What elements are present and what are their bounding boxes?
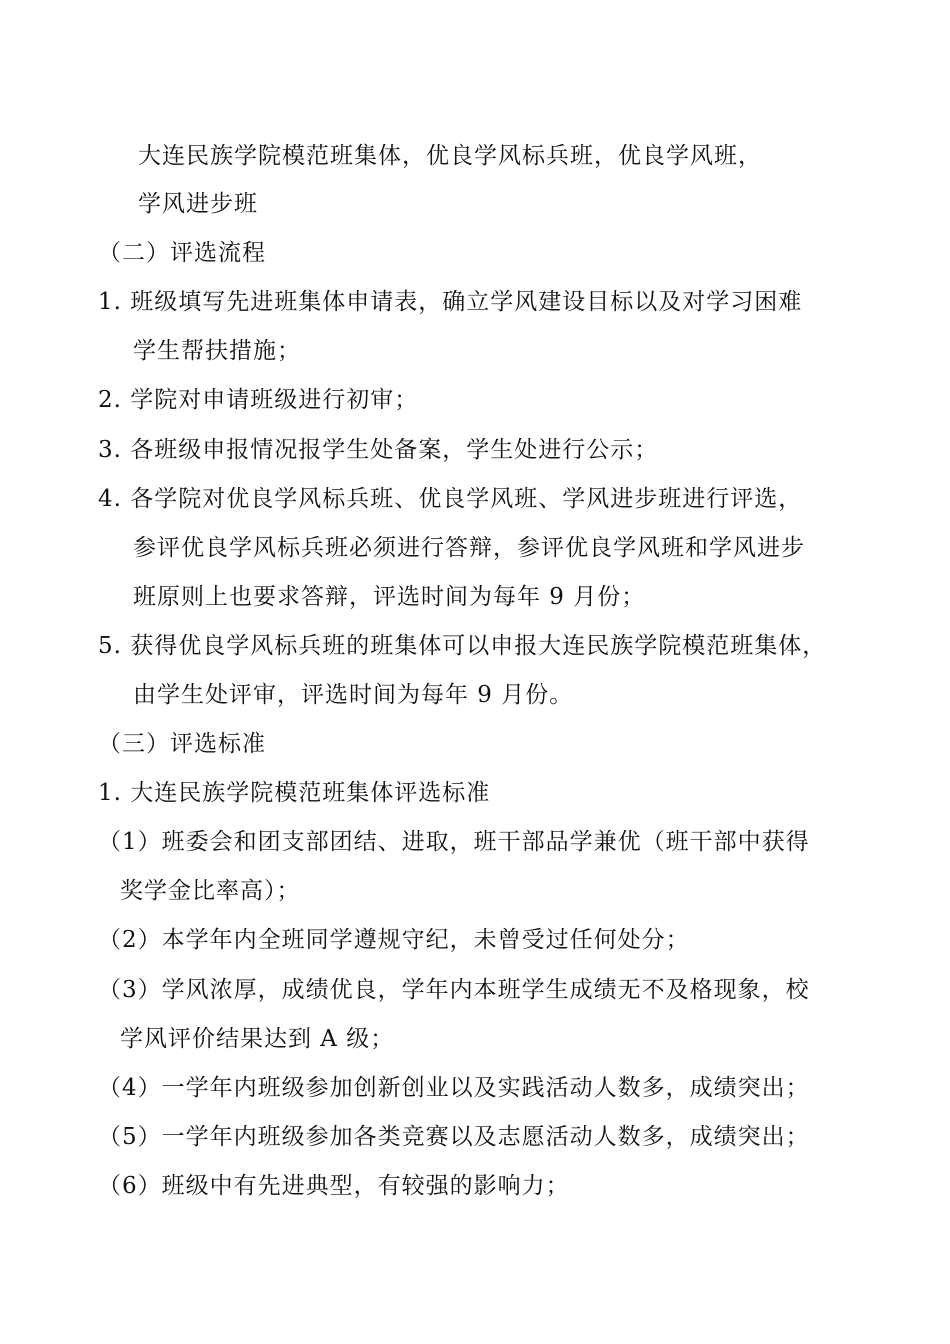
process-item-4-line-2: 参评优良学风标兵班必须进行答辩，参评优良学风班和学风进步 [133, 535, 805, 561]
process-item-5-line-2: 由学生处评审，评选时间为每年 9 月份。 [133, 682, 574, 708]
process-item-1-line-1: 1. 班级填写先进班集体申请表，确立学风建设目标以及对学习困难 [98, 289, 803, 315]
process-item-3: 3. 各班级申报情况报学生处备案，学生处进行公示； [98, 437, 659, 463]
process-item-4-line-1: 4. 各学院对优良学风标兵班、优良学风班、学风进步班进行评选， [98, 486, 803, 512]
award-names-line-1: 大连民族学院模范班集体，优良学风标兵班，优良学风班， [138, 143, 762, 169]
criterion-6: （6）班级中有先进典型，有较强的影响力； [98, 1173, 570, 1199]
award-names-line-2: 学风进步班 [138, 191, 258, 217]
process-item-5-line-1: 5. 获得优良学风标兵班的班集体可以申报大连民族学院模范班集体， [98, 633, 827, 659]
criterion-3-line-2: 学风评价结果达到 A 级； [120, 1026, 395, 1052]
criterion-1-line-1: （1）班委会和团支部团结、进取，班干部品学兼优（班干部中获得 [98, 829, 810, 855]
process-item-1-line-2: 学生帮扶措施； [133, 338, 301, 364]
process-item-2: 2. 学院对申请班级进行初审； [98, 387, 419, 413]
criterion-4: （4）一学年内班级参加创新创业以及实践活动人数多，成绩突出； [98, 1075, 810, 1101]
criterion-1-line-2: 奖学金比率高）； [120, 878, 301, 904]
criterion-5: （5）一学年内班级参加各类竞赛以及志愿活动人数多，成绩突出； [98, 1124, 810, 1150]
process-item-4-line-3: 班原则上也要求答辩，评选时间为每年 9 月份； [133, 584, 646, 610]
criterion-2: （2）本学年内全班同学遵规守纪，未曾受过任何处分； [98, 927, 690, 953]
section-heading-criteria: （三）评选标准 [98, 731, 266, 757]
criterion-3-line-1: （3）学风浓厚，成绩优良，学年内本班学生成绩无不及格现象，校 [98, 977, 810, 1003]
criteria-subheading: 1. 大连民族学院模范班集体评选标准 [98, 780, 491, 806]
section-heading-process: （二）评选流程 [98, 240, 266, 266]
